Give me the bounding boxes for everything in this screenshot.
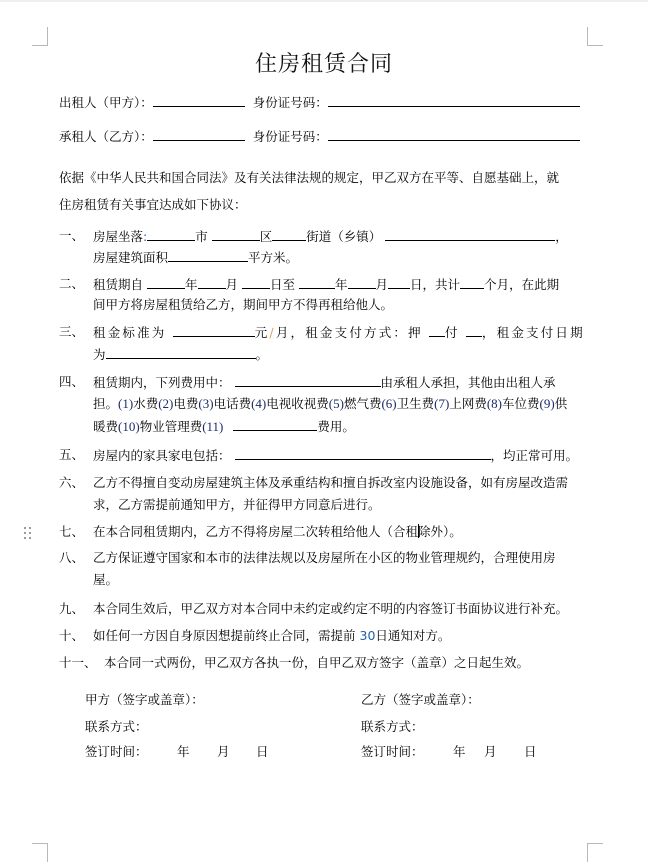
- clause-text: 月，租金支付方式：押: [275, 325, 423, 340]
- lessor-label: 出租人（甲方）：: [59, 95, 153, 110]
- clause-text: 费用。: [317, 419, 355, 434]
- clause-5-number: 五、: [59, 447, 85, 462]
- payment-date-field[interactable]: [106, 346, 256, 359]
- clause-text: 租金标准为: [93, 325, 167, 340]
- clause-3-line-1: [93, 324, 585, 341]
- fee-item: 燃气费: [343, 396, 382, 411]
- clause-6-line-2: 求，乙方需提前通知甲方，并征得甲方同意后进行。: [93, 497, 381, 512]
- lessee-id-label: 身份证号码：: [252, 129, 328, 144]
- clause-8-number: 八、: [59, 550, 85, 565]
- start-day-field[interactable]: [242, 276, 270, 289]
- clause-text: 街道（乡镇）: [306, 229, 382, 244]
- party-a-day-label: 日: [256, 744, 269, 759]
- clause-6-number: 六、: [59, 475, 85, 490]
- fee-index: (5): [328, 396, 344, 411]
- clause-7-line-1: [93, 524, 462, 540]
- clause-text: 日通知对方。: [375, 628, 451, 643]
- clause-text: 房屋坐落: [93, 229, 144, 244]
- window-top-edge: [0, 0, 648, 2]
- clause-1-number: 一、: [59, 228, 85, 243]
- party-a-signature-label: 甲方（签字或盖章）：: [85, 692, 204, 707]
- clause-text: 市: [195, 229, 208, 244]
- clause-text: 房屋建筑面积: [93, 250, 169, 265]
- clause-3-number: 三、: [59, 324, 85, 339]
- intro-line-1: 依据《中华人民共和国合同法》及有关法律法规的规定，甲乙双方在平等、自愿基础上，就: [59, 170, 560, 185]
- fee-item: 供: [554, 396, 568, 411]
- fee-index: (2): [158, 396, 174, 411]
- clause-text: 平方米。: [248, 250, 299, 265]
- rent-amount-field[interactable]: [173, 324, 255, 337]
- clause-4-line-3: [93, 418, 355, 435]
- clause-3-line-2: [93, 346, 268, 363]
- fee-index: (3): [198, 396, 214, 411]
- page-corner-mark-bottom-left: [32, 843, 48, 862]
- fee-index: (8): [486, 396, 502, 411]
- clause-text: 月: [225, 277, 239, 292]
- clause-text: 除外）。: [418, 524, 462, 539]
- start-month-field[interactable]: [198, 276, 226, 289]
- clause-11-line-1: 本合同一式两份，甲乙双方各执一份，自甲乙双方签字（盖章）之日起生效。: [104, 655, 530, 670]
- clause-text: :: [143, 229, 148, 244]
- clause-text: ，租金支付日期: [481, 325, 585, 340]
- party-a-contact-label: 联系方式：: [85, 719, 148, 734]
- lessee-label: 承租人（乙方）：: [59, 129, 153, 144]
- clause-9-number: 九、: [59, 601, 85, 616]
- clause-text: 付: [445, 325, 460, 340]
- lessor-line: [59, 94, 580, 111]
- clause-10-line-1: [93, 628, 450, 644]
- fee-item: 电费: [173, 396, 199, 411]
- lessee-line: [59, 128, 580, 145]
- clause-text: 担。: [93, 396, 119, 411]
- page-corner-mark-top-right: [587, 27, 603, 46]
- page-corner-mark-top-left: [32, 27, 48, 46]
- clause-text: 年: [185, 277, 198, 292]
- clause-text: 元: [254, 325, 270, 340]
- lessor-id-label: 身份证号码：: [252, 95, 328, 110]
- party-b-month-label: 月: [484, 744, 497, 759]
- clause-text: ，: [555, 229, 568, 244]
- fee-item: 上网费: [449, 396, 487, 411]
- clause-1-line-2: [93, 249, 298, 266]
- party-a-year-label: 年: [177, 744, 190, 759]
- party-b-sign-date-label: 签订时间：: [361, 744, 424, 759]
- clause-text: /: [269, 325, 276, 340]
- party-b-day-label: 日: [524, 744, 537, 759]
- clause-text: 个月，在此期: [484, 277, 560, 292]
- clause-1-line-1: [93, 228, 568, 245]
- clause-2-number: 二、: [59, 276, 85, 291]
- notice-days: 30: [359, 628, 376, 643]
- party-b-year-label: 年: [453, 744, 466, 759]
- district-field[interactable]: [212, 228, 260, 241]
- total-months-field[interactable]: [460, 276, 484, 289]
- clause-11-number: 十一、: [59, 655, 97, 670]
- end-month-field[interactable]: [348, 276, 376, 289]
- clause-7-number: 七、: [59, 524, 85, 539]
- lessee-name-field[interactable]: [153, 128, 245, 141]
- clause-4-line-1: [93, 374, 556, 391]
- clause-4-number: 四、: [59, 374, 85, 389]
- clause-text: 年: [335, 277, 348, 292]
- fee-index: (6): [381, 396, 397, 411]
- clause-text: 区: [259, 229, 273, 244]
- party-b-contact-label: 联系方式：: [361, 719, 424, 734]
- clause-text: 日，共计: [410, 277, 461, 292]
- clause-2-line-2: 间甲方将房屋租赁给乙方，期间甲方不得再租给他人。: [93, 297, 394, 312]
- clause-5-line-1: [93, 447, 578, 464]
- end-day-field[interactable]: [388, 276, 410, 289]
- document-title: 住房租赁合同: [254, 52, 393, 77]
- lessor-id-field[interactable]: [328, 94, 580, 107]
- fee-item: 电话费: [213, 396, 252, 411]
- fee-item: 暖费: [93, 419, 119, 434]
- page-corner-mark-bottom-right: [587, 843, 603, 862]
- start-year-field[interactable]: [147, 276, 185, 289]
- fee-index: (1): [118, 396, 134, 411]
- clause-text: 日至: [270, 277, 296, 292]
- city-field[interactable]: [147, 228, 195, 241]
- end-year-field[interactable]: [299, 276, 335, 289]
- street-field[interactable]: [272, 228, 306, 241]
- clause-10-number: 十、: [59, 628, 85, 643]
- party-a-month-label: 月: [217, 744, 230, 759]
- clause-text: 房屋内的家具家电包括：: [93, 448, 231, 463]
- furniture-field[interactable]: [235, 447, 491, 460]
- clause-text: 为: [93, 347, 106, 362]
- clause-text: 由承租人承担，其他由出租人承: [380, 375, 556, 390]
- pay-months-field[interactable]: [466, 324, 482, 337]
- intro-line-2: 住房租赁有关事宜达成如下协议：: [59, 197, 247, 212]
- clause-text: ，均正常可用。: [490, 448, 579, 463]
- fee-item: 水费: [133, 396, 159, 411]
- other-fees-field[interactable]: [233, 418, 317, 431]
- fee-item: 物业管理费: [139, 419, 203, 434]
- fee-index: (9): [539, 396, 555, 411]
- fee-item: 卫生费: [396, 396, 435, 411]
- deposit-months-field[interactable]: [429, 324, 445, 337]
- fee-item: 电视收视费: [266, 396, 329, 411]
- clause-2-line-1: [93, 276, 559, 293]
- lessee-id-field[interactable]: [328, 128, 580, 141]
- address-field[interactable]: [385, 228, 555, 241]
- clause-text: 租赁期自: [93, 277, 144, 292]
- clause-6-line-1: 乙方不得擅自变动房屋建筑主体及承重结构和擅自拆改室内设施设备，如有房屋改造需: [93, 475, 569, 490]
- area-field[interactable]: [168, 249, 248, 262]
- fee-index: (10): [118, 419, 140, 434]
- clause-text: 租赁期内，下列费用中：: [93, 375, 231, 390]
- fee-index: (4): [251, 396, 267, 411]
- party-b-signature-label: 乙方（签字或盖章）：: [361, 692, 480, 707]
- drag-handle-icon[interactable]: [24, 527, 32, 539]
- clause-text: 在本合同租赁期内，乙方不得将房屋二次转租给他人（合租: [93, 524, 419, 539]
- clause-text: 月: [375, 277, 389, 292]
- clause-text: 。: [255, 347, 269, 362]
- clause-8-line-2: 屋。: [93, 572, 119, 587]
- party-a-sign-date-label: 签订时间：: [85, 744, 148, 759]
- fee-index: (7): [434, 396, 450, 411]
- fee-item: 车位费: [502, 396, 540, 411]
- clause-text: 如任何一方因自身原因想提前终止合同，需提前: [93, 628, 356, 643]
- lessor-name-field[interactable]: [153, 94, 245, 107]
- clause-4-line-2: [93, 396, 567, 412]
- clause-8-line-1: 乙方保证遵守国家和本市的法律法规以及房屋所在小区的物业管理规约，合理使用房: [93, 550, 556, 565]
- clause-9-line-1: 本合同生效后，甲乙双方对本合同中未约定或约定不明的内容签订书面协议进行补充。: [93, 601, 569, 616]
- lessee-fees-field[interactable]: [235, 374, 381, 387]
- fee-index: (11): [202, 419, 224, 434]
